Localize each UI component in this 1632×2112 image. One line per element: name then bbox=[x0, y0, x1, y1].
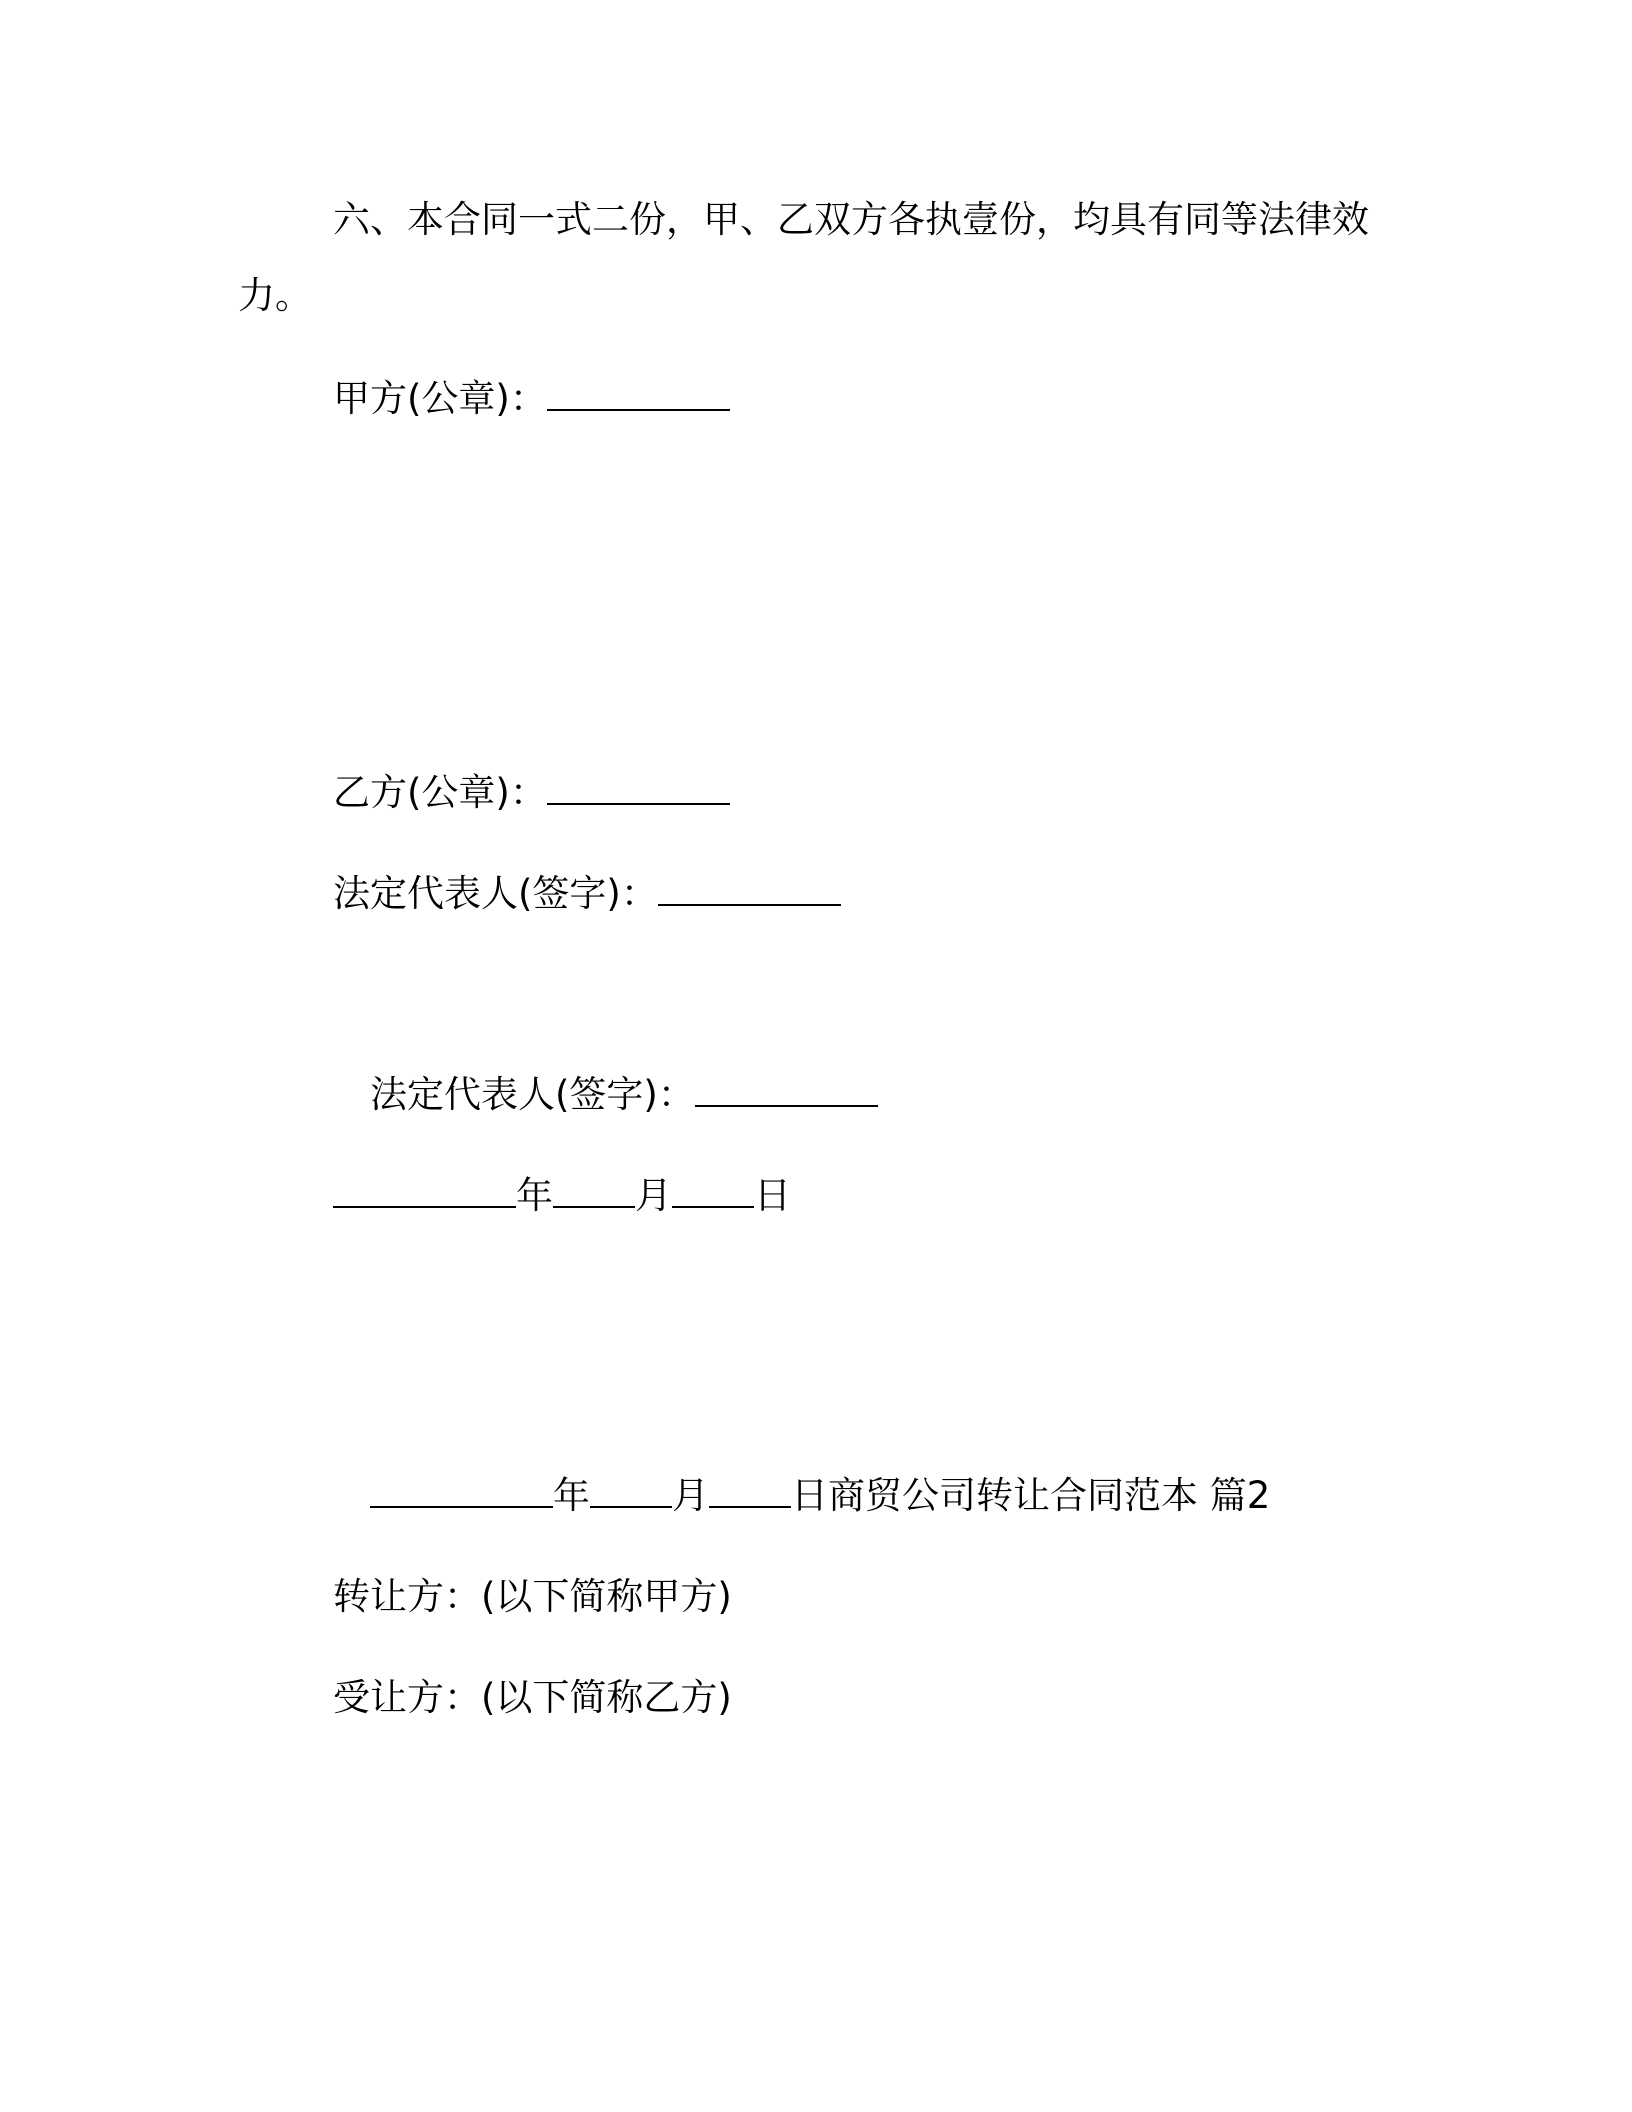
date-year-blank bbox=[333, 1172, 516, 1208]
clause-six-line-2: 力。 bbox=[238, 274, 312, 317]
title-month-label: 月 bbox=[672, 1474, 709, 1517]
legal-rep-label-1: 法定代表人(签字)： bbox=[333, 872, 658, 915]
party-a-seal-blank bbox=[547, 375, 730, 411]
section-title-2 bbox=[370, 1472, 1270, 1520]
date-month-blank bbox=[553, 1172, 635, 1208]
date-line bbox=[333, 1172, 791, 1220]
party-a-seal-label: 甲方(公章)： bbox=[333, 377, 547, 420]
party-b-seal-blank bbox=[547, 769, 730, 805]
clause-six-line-1: 六、本合同一式二份，甲、乙双方各执壹份，均具有同等法律效 bbox=[333, 198, 1369, 241]
title-month-blank bbox=[590, 1472, 672, 1508]
date-day-blank bbox=[672, 1172, 754, 1208]
party-a-seal-line bbox=[333, 375, 730, 423]
legal-rep-label-2: 法定代表人(签字)： bbox=[370, 1073, 695, 1116]
title-rest-text: 日商贸公司转让合同范本 篇2 bbox=[791, 1474, 1271, 1517]
legal-rep-blank-1 bbox=[658, 870, 841, 906]
title-year-label: 年 bbox=[553, 1474, 590, 1517]
legal-rep-blank-2 bbox=[695, 1071, 878, 1107]
party-b-seal-label: 乙方(公章)： bbox=[333, 771, 547, 814]
legal-rep-line-1 bbox=[333, 870, 841, 918]
legal-rep-line-2 bbox=[370, 1071, 878, 1119]
title-year-blank bbox=[370, 1472, 553, 1508]
transferor-line: 转让方：(以下简称甲方) bbox=[333, 1575, 732, 1618]
date-day-label: 日 bbox=[754, 1174, 791, 1217]
title-day-blank bbox=[709, 1472, 791, 1508]
date-month-label: 月 bbox=[635, 1174, 672, 1217]
party-b-seal-line bbox=[333, 769, 730, 817]
date-year-label: 年 bbox=[516, 1174, 553, 1217]
transferee-line: 受让方：(以下简称乙方) bbox=[333, 1676, 732, 1719]
